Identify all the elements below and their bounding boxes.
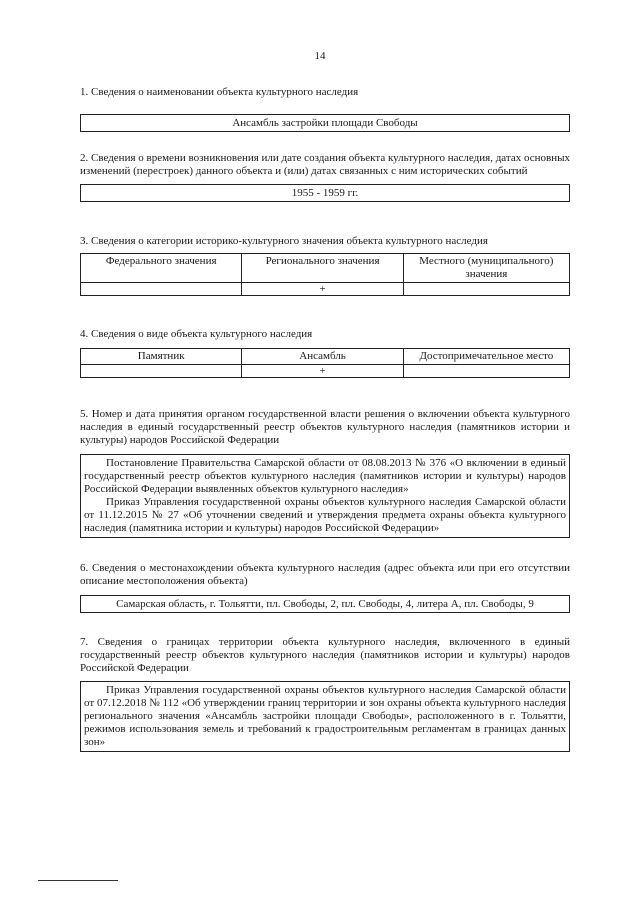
section-1-heading: 1. Сведения о наименовании объекта культурного наследия: [80, 86, 359, 98]
ensemble-column-header: Ансамбль: [242, 349, 403, 365]
location-field: Самарская область, г. Тольятти, пл. Свободы, 2, пл. Свободы, 4, литера А, пл. Свободы, 9: [80, 595, 570, 613]
local-mark-cell: [403, 283, 569, 296]
federal-column-header: Федерального значения: [81, 254, 242, 283]
monument-column-header: Памятник: [81, 349, 242, 365]
landmark-mark-cell: [403, 365, 569, 378]
object-name-field: Ансамбль застройки площади Свободы: [80, 114, 570, 132]
page-number: 14: [314, 50, 326, 62]
section-6-heading: 6. Сведения о местонахождении объекта культурного наследия (адрес объекта или при его отсутствии описание местоположения объекта): [80, 562, 570, 587]
significance-category-table: [80, 253, 570, 296]
registry-decision-paragraph-2: Приказ Управления государственной охраны объектов культурного наследия Самарской области от 11.12.2015 № 27 «Об уточнении сведений и утверждения предмета охраны объекта культурного наследия (памятника истории и культуры) народов Российской Федерации»: [84, 496, 566, 534]
ensemble-mark-cell: +: [242, 365, 403, 378]
section-2-heading: 2. Сведения о времени возникновения или дате создания объекта культурного наследия, датах основных изменений (перестроек) данного объекта и (или) датах связанных с ним исторических событий: [80, 152, 570, 177]
registry-decision-field: [80, 454, 570, 538]
section-5-heading: 5. Номер и дата принятия органом государственной власти решения о включении объекта культурного наследия в единый государственный реестр объектов культурного наследия (памятников истории и культуры) народов Российской Федерации: [80, 408, 570, 446]
section-2: [80, 152, 570, 202]
object-type-table: [80, 348, 570, 378]
section-4: [80, 328, 570, 378]
territory-boundaries-paragraph: Приказ Управления государственной охраны объектов культурного наследия Самарской области от 07.12.2018 № 112 «Об утверждении границ территории и зон охраны объекта культурного наследия регионального значения «Ансамбль застройки площади Свободы», расположенного в г. Тольятти, режимов использования земель и требований к градостроительным регламентам в границах данных зон»: [84, 684, 566, 748]
regional-column-header: Регионального значения: [242, 254, 403, 283]
section-4-heading: 4. Сведения о виде объекта культурного наследия: [80, 328, 313, 340]
landmark-column-header: Достопримечательное место: [403, 349, 569, 365]
section-6: [80, 562, 570, 613]
monument-mark-cell: [81, 365, 242, 378]
federal-mark-cell: [81, 283, 242, 296]
regional-mark-cell: +: [242, 283, 403, 296]
territory-boundaries-field: [80, 681, 570, 752]
section-3: [80, 235, 570, 296]
section-3-heading: 3. Сведения о категории историко-культурного значения объекта культурного наследия: [80, 235, 488, 247]
section-7: [80, 636, 570, 752]
footer-divider: [38, 880, 118, 881]
section-7-heading: 7. Сведения о границах территории объекта культурного наследия, включенного в единый государственный реестр объектов культурного наследия (памятников истории и культуры) народов Российской Федерации: [80, 636, 570, 674]
section-5: [80, 408, 570, 538]
local-column-header: Местного (муниципального) значения: [403, 254, 569, 283]
creation-date-field: 1955 - 1959 гг.: [80, 184, 570, 202]
registry-decision-paragraph-1: Постановление Правительства Самарской области от 08.08.2013 № 376 «О включении в единый государственный реестр объектов культурного наследия (памятников истории и культуры) народов Российской Федерации выявленных объектов культурного наследия»: [84, 457, 566, 495]
section-1: [80, 86, 570, 132]
